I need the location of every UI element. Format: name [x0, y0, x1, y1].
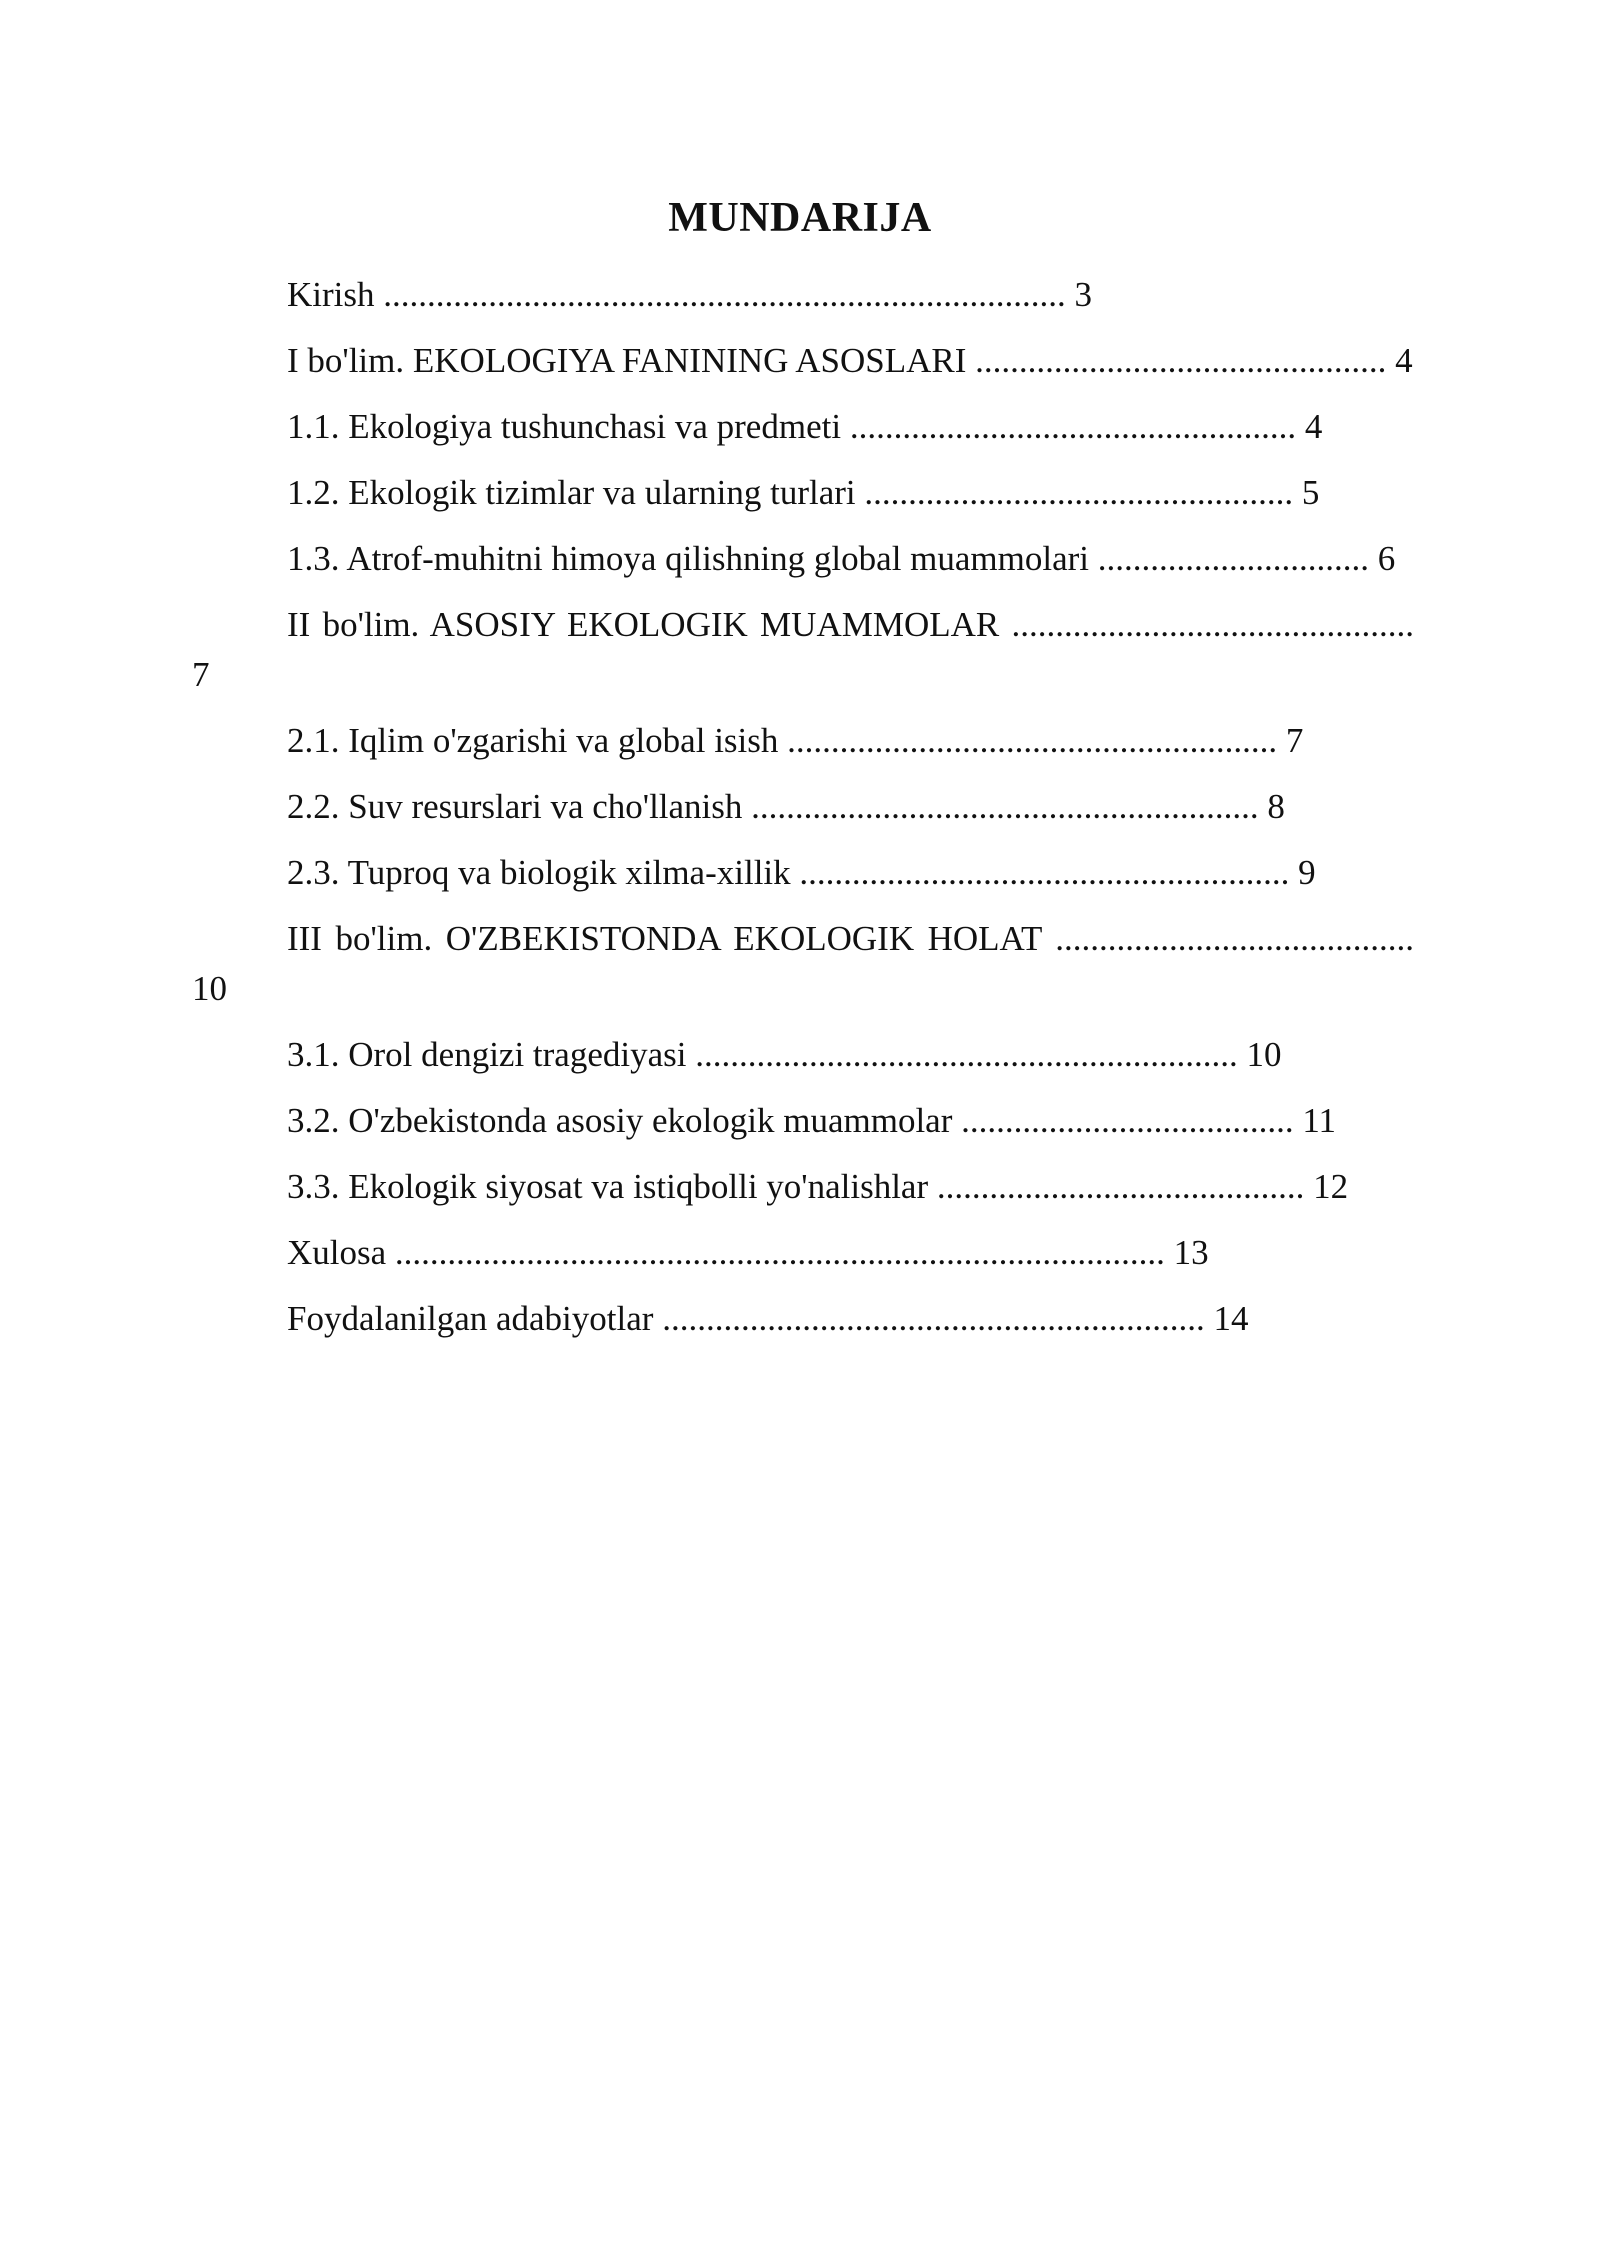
toc-page-number: 12 — [1313, 1167, 1349, 1206]
toc-entry-text: Foydalanilgan adabiyotlar — [287, 1299, 654, 1338]
toc-entry-2-3 — [192, 848, 1414, 898]
toc-entry-xulosa — [192, 1228, 1414, 1278]
toc-page-number: 10 — [192, 969, 227, 1008]
toc-entry-text: Xulosa — [287, 1233, 387, 1272]
toc-leader-dots: ........................................................ — [799, 853, 1290, 892]
toc-entry-3-3 — [192, 1162, 1414, 1212]
toc-entry-text: 2.2. Suv resurslari va cho'llanish — [287, 787, 743, 826]
toc-leader-dots: .............................................. — [1011, 605, 1414, 644]
toc-page-number: 11 — [1302, 1101, 1337, 1140]
toc-entry-1-3 — [192, 534, 1414, 584]
toc-page-number: 7 — [1285, 721, 1304, 760]
toc-entry-text: 3.1. Orol dengizi tragediyasi — [287, 1035, 687, 1074]
toc-entry-text: I bo'lim. EKOLOGIYA FANINING ASOSLARI — [287, 341, 967, 380]
toc-page-number: 8 — [1267, 787, 1285, 826]
toc-entry-text: III bo'lim. O'ZBEKISTONDA EKOLOGIK HOLAT — [287, 919, 1042, 958]
toc-leader-dots: ............................................... — [975, 341, 1387, 380]
toc-entry-text: 2.3. Tuproq va biologik xilma-xillik — [287, 853, 791, 892]
table-of-contents — [192, 270, 1414, 1360]
toc-entry-3-1 — [192, 1030, 1414, 1080]
toc-page-number: 10 — [1246, 1035, 1282, 1074]
toc-entry-text: Kirish — [287, 275, 375, 314]
toc-page-number: 3 — [1074, 275, 1092, 314]
toc-entry-1-1 — [192, 402, 1414, 452]
toc-entry-text: 3.3. Ekologik siyosat va istiqbolli yo'nalishlar — [287, 1167, 929, 1206]
toc-entry-3-2 — [192, 1096, 1414, 1146]
toc-entry-text: 1.1. Ekologiya tushunchasi va predmeti — [287, 407, 842, 446]
toc-entry-section-3 — [192, 914, 1414, 1014]
toc-leader-dots: ......................................... — [1055, 919, 1414, 958]
toc-entry-section-2 — [192, 600, 1414, 700]
toc-entry-text: II bo'lim. ASOSIY EKOLOGIK MUAMMOLAR — [287, 605, 1000, 644]
toc-leader-dots: ................................................... — [849, 407, 1297, 446]
toc-page-number: 7 — [192, 655, 210, 694]
toc-leader-dots: ........................................................ — [787, 721, 1278, 760]
toc-leader-dots: .......................................................... — [751, 787, 1259, 826]
toc-page-number: 5 — [1301, 473, 1320, 512]
toc-page-number: 4 — [1304, 407, 1323, 446]
toc-entry-text: 1.3. Atrof-muhitni himoya qilishning global muammolari — [287, 539, 1090, 578]
toc-leader-dots: ............................... — [1097, 539, 1370, 578]
toc-entry-section-1 — [192, 336, 1414, 386]
toc-leader-dots: .............................................................. — [695, 1035, 1238, 1074]
page-title: MUNDARIJA — [668, 195, 932, 241]
toc-entry-text: 2.1. Iqlim o'zgarishi va global isish — [287, 721, 779, 760]
toc-entry-1-2 — [192, 468, 1414, 518]
toc-page-number: 14 — [1213, 1299, 1249, 1338]
toc-entry-text: 3.2. O'zbekistonda asosiy ekologik muammolar — [287, 1101, 953, 1140]
toc-leader-dots: .......................................... — [936, 1167, 1305, 1206]
toc-page-number: 13 — [1173, 1233, 1209, 1272]
toc-page-number: 9 — [1298, 853, 1316, 892]
toc-entry-2-1 — [192, 716, 1414, 766]
toc-leader-dots: ........................................................................................ — [394, 1233, 1165, 1272]
toc-leader-dots: ................................................. — [864, 473, 1294, 512]
toc-entry-adabiyotlar — [192, 1294, 1414, 1344]
toc-leader-dots: .............................................................. — [662, 1299, 1205, 1338]
toc-leader-dots: ...................................... — [961, 1101, 1294, 1140]
toc-page-number: 4 — [1395, 341, 1413, 380]
toc-entry-text: 1.2. Ekologik tizimlar va ularning turlari — [287, 473, 856, 512]
toc-entry-kirish — [192, 270, 1414, 320]
toc-leader-dots: .............................................................................. — [383, 275, 1066, 314]
toc-entry-2-2 — [192, 782, 1414, 832]
toc-page-number: 6 — [1377, 539, 1396, 578]
